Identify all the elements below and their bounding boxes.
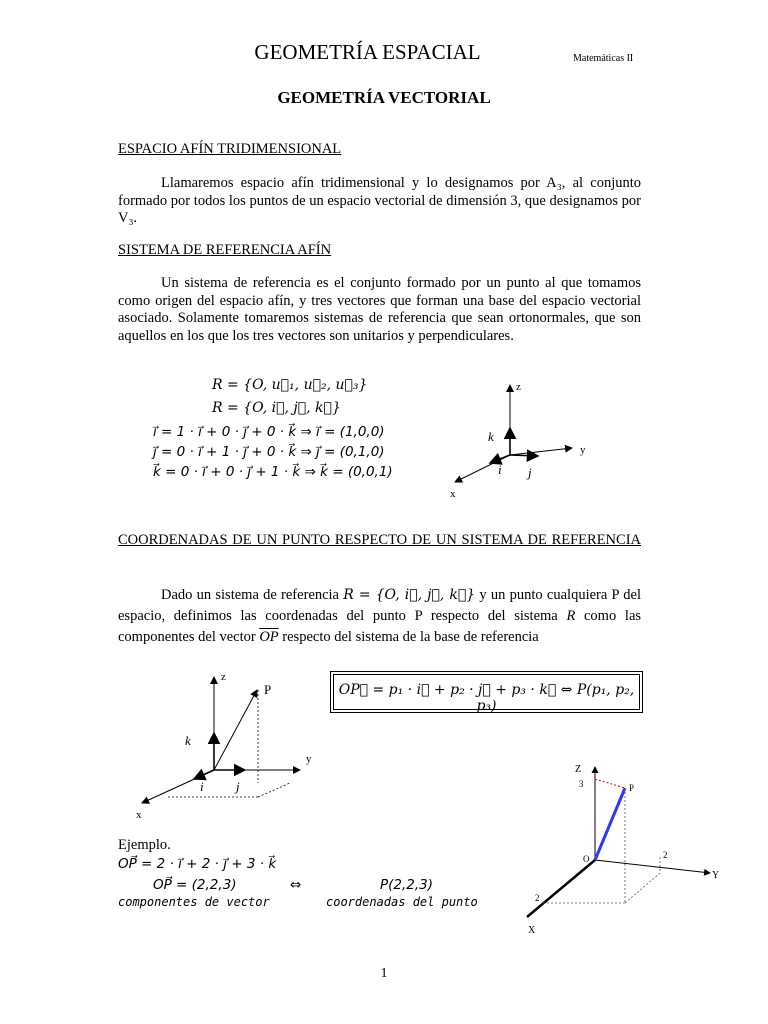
tick-3: 3 <box>579 779 584 789</box>
equation-i-vector: i⃗ = 1 · i⃗ + 0 · j⃗ + 0 · k⃗ ⇒ i⃗ = (1,0,0) <box>153 424 385 440</box>
projection-line <box>258 783 290 797</box>
p-label: P <box>264 682 272 697</box>
caption-components: componentes de vector <box>118 895 270 909</box>
x-axis <box>527 860 595 917</box>
equation-k-vector: k⃗ = 0 · i⃗ + 0 · j⃗ + 1 · k⃗ ⇒ k⃗ = (0,0,1) <box>153 464 393 480</box>
op-vector <box>595 788 625 860</box>
section-heading-sistema-referencia: SISTEMA DE REFERENCIA AFÍN <box>118 242 332 258</box>
tick-2-x: 2 <box>535 893 540 903</box>
x-label: x <box>136 809 142 821</box>
j-vector <box>510 455 538 456</box>
figure-unit-vectors <box>440 370 600 505</box>
origin-label: O <box>583 854 590 864</box>
y-axis <box>595 860 710 873</box>
projection-line <box>625 873 660 903</box>
z-label: z <box>221 671 226 683</box>
example-components: OP⃗ = (2,2,3) <box>153 877 237 893</box>
x-label: X <box>528 925 536 936</box>
j-label: j⃗ <box>528 465 542 480</box>
i-vector <box>194 770 214 779</box>
section-heading-espacio-afin: ESPACIO AFÍN TRIDIMENSIONAL <box>118 141 342 157</box>
k-label: k⃗ <box>185 733 201 748</box>
y-label: Y <box>712 870 720 881</box>
section-text-espacio-afin: Llamaremos espacio afín tridimensional y lo designamos por A₃, al conjunto formado por todos los puntos de un espacio vectorial de dimensión 3, que designamos por V₃. <box>118 175 641 226</box>
y-label: y <box>580 444 586 456</box>
figure-point-p <box>130 665 330 825</box>
tick-2-y: 2 <box>663 850 668 860</box>
x-label: x <box>450 488 456 500</box>
caption-point: coordenadas del punto <box>326 895 478 909</box>
page-number: 1 <box>380 966 388 981</box>
z-label: z <box>516 381 521 393</box>
projection-line <box>595 779 625 788</box>
op-vector <box>214 690 257 770</box>
y-label: y <box>306 753 312 765</box>
y-axis <box>510 448 572 455</box>
section-heading-coordenadas: COORDENADAS DE UN PUNTO RESPECTO DE UN SISTEMA DE REFERENCIA <box>118 532 641 548</box>
i-label: i⃗ <box>498 462 512 477</box>
example-equivalence: ⇔ <box>290 877 302 893</box>
document-title: GEOMETRÍA VECTORIAL <box>277 88 491 107</box>
example-label: Ejemplo. <box>118 837 171 853</box>
p-label: P <box>629 783 635 793</box>
header-title: GEOMETRÍA ESPACIAL <box>254 40 481 64</box>
example-line-1: OP⃗ = 2 · i⃗ + 2 · j⃗ + 3 · k⃗ <box>118 856 277 872</box>
section-text-coordenadas: Dado un sistema de referencia R = {O, i⃗, j⃗, k⃗} y un punto cualquiera P del espacio, definimos las coordenadas del punto P respecto del sistema R como las componentes del vector $\overline{OP}$ respecto del sistema de la base de referencia <box>118 587 642 645</box>
header-subject: Matemáticas II <box>573 53 634 64</box>
i-label: i⃗ <box>200 779 214 794</box>
figure-example-point <box>515 755 730 940</box>
k-label: k⃗ <box>488 429 504 444</box>
boxed-equation: OP⃗ = p₁ · i⃗ + p₂ · j⃗ + p₃ · k⃗ ⇔ P(p₁, p₂, p₃) <box>338 682 635 714</box>
equation-reference-ijk: R = {O, i⃗, j⃗, k⃗} <box>212 400 341 416</box>
section-text-sistema-referencia: Un sistema de referencia es el conjunto formado por un punto al que tomamos como origen del espacio afín, y tres vectores que forman una base del espacio vectorial asociado. Solamente tomaremos sistemas de referencia que sean ortonormales, que son aquellos en los que los tres vectores son unitarios y perpendiculares. <box>118 275 641 344</box>
equation-j-vector: j⃗ = 0 · i⃗ + 1 · j⃗ + 0 · k⃗ ⇒ j⃗ = (0,1,0) <box>153 444 385 460</box>
example-point: P(2,2,3) <box>380 877 434 893</box>
j-label: j⃗ <box>236 779 250 794</box>
equation-reference-u: R = {O, u⃗₁, u⃗₂, u⃗₃} <box>212 377 368 393</box>
z-label: Z <box>575 764 582 775</box>
boxed-definition <box>333 674 640 714</box>
